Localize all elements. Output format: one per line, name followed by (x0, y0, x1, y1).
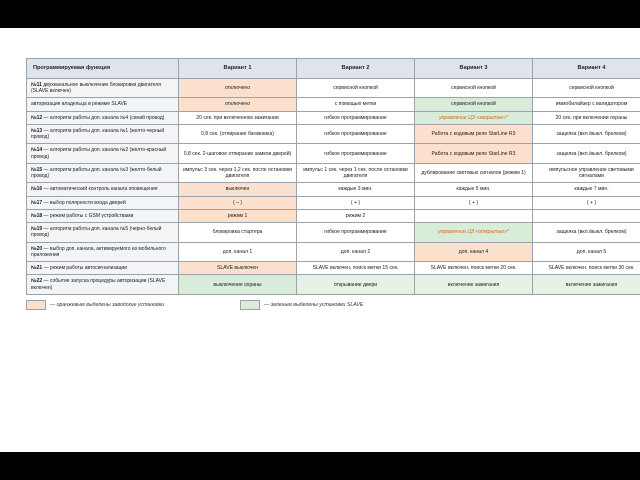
row-id: №19 (31, 226, 44, 233)
table-head (27, 59, 640, 79)
row-function-label: №17 — выбор полярности входа дверей (27, 196, 179, 209)
row-id: №12 (31, 114, 44, 121)
table-row (27, 183, 640, 196)
cell-variant-1: импульс 3 сек. через 1,2 сек. после остановки двигателя (179, 163, 297, 183)
row-id: №11 (31, 81, 44, 88)
row-function-label: №19 — алгоритм работы доп. канала №5 (черно-белый провод) (27, 223, 179, 243)
legend-green-label: — зеленым выделены установки SLAVE (264, 301, 364, 308)
cell-variant-2: гибкое программирование (297, 111, 415, 124)
table-row (27, 124, 640, 144)
cell-variant-4: защелка (вкл./выкл. брелком) (533, 144, 640, 164)
row-id: №14 (31, 147, 44, 154)
cell-variant-2: импульс 1 сек. через 1 сек. после остановки двигателя (297, 163, 415, 183)
cell-variant-1: выключен (179, 183, 297, 196)
row-function-label: №21 — режим работы автосигнализации (27, 262, 179, 275)
cell-variant-4: ( + ) (533, 196, 640, 209)
cell-variant-3: Работа с кодовым реле StarLine R3 (415, 144, 533, 164)
cell-variant-4: 20 сек. при включении охраны (533, 111, 640, 124)
legend-orange (26, 300, 164, 310)
legend-orange-swatch (26, 300, 46, 310)
table-row (27, 196, 640, 209)
cell-variant-1: SLAVE выключен (179, 262, 297, 275)
cell-variant-2: ( + ) (297, 196, 415, 209)
table-row (27, 144, 640, 164)
cell-variant-1: 0,8 сек. 2-шаговое отпирание замков дверей) (179, 144, 297, 164)
cell-variant-2: режим 2 (297, 209, 415, 222)
cell-variant-2: SLAVE включен, поиск метки 15 сек. (297, 262, 415, 275)
cell-variant-2: гибкое программирование (297, 223, 415, 243)
cell-variant-2: каждые 3 мин. (297, 183, 415, 196)
col-header-variant-2: Вариант 2 (297, 59, 415, 79)
cell-variant-2: гибкое программирование (297, 144, 415, 164)
cell-variant-4: импульсное управление световыми сигналами (533, 163, 640, 183)
cell-variant-3: SLAVE включен, поиск метки 20 сек. (415, 262, 533, 275)
cell-variant-1: режим 1 (179, 209, 297, 222)
cell-variant-4: каждые 7 мин. (533, 183, 640, 196)
table-row (27, 111, 640, 124)
cell-variant-2: сервисной кнопкой (297, 78, 415, 98)
row-id: №16 (31, 186, 44, 193)
row-id: №15 (31, 166, 44, 173)
table-header-row (27, 59, 640, 79)
table-row (27, 262, 640, 275)
cell-variant-1: отключено (179, 78, 297, 98)
col-header-variant-4: Вариант 4 (533, 59, 640, 79)
legend-green-swatch (240, 300, 260, 310)
table-row (27, 223, 640, 243)
row-id: №17 (31, 199, 44, 206)
cell-variant-3: ( + ) (415, 196, 533, 209)
table-row (27, 242, 640, 262)
cell-variant-1: 0,8 сек. (отпирание багажника) (179, 124, 297, 144)
cell-variant-4: защелка (вкл./выкл. брелком) (533, 124, 640, 144)
row-id: №22 (31, 278, 44, 285)
cell-variant-3: управление ЦЗ «открытье»* (415, 223, 533, 243)
cell-variant-2: доп. канал 2 (297, 242, 415, 262)
cell-variant-2: с помощью метки (297, 98, 415, 111)
table-row (27, 98, 640, 111)
row-function-label: №12 — алгоритм работы доп. канала №4 (синий провод) (27, 111, 179, 124)
cell-variant-4: иммобилайзер с валидатором (533, 98, 640, 111)
cell-variant-3: Работа с кодовым реле StarLine R3 (415, 124, 533, 144)
cell-variant-1: выключение охраны (179, 275, 297, 295)
row-function-label: №22 — событие запуска процедуры авторизации (SLAVE включен) (27, 275, 179, 295)
row-id: №21 (31, 265, 44, 272)
cell-variant-4: SLAVE включен, поиск метки 30 сек. (533, 262, 640, 275)
row-function-label: №13 — алгоритм работы доп. канала №1 (желто-черный провод) (27, 124, 179, 144)
document-page (0, 28, 640, 452)
cell-variant-4: сервисной кнопкой (533, 78, 640, 98)
cell-variant-3: сервисной кнопкой (415, 78, 533, 98)
col-header-variant-1: Вариант 1 (179, 59, 297, 79)
cell-variant-3: сервисной кнопкой (415, 98, 533, 111)
col-header-variant-3: Вариант 3 (415, 59, 533, 79)
table-row (27, 209, 640, 222)
table-row (27, 275, 640, 295)
row-id: №18 (31, 212, 44, 219)
cell-variant-1: блокировка стартера (179, 223, 297, 243)
legend (26, 300, 614, 310)
legend-orange-label: — оранжевым выделены заводские установки (50, 301, 165, 308)
cell-variant-2: открывание двери (297, 275, 415, 295)
cell-variant-3: доп. канал 4 (415, 242, 533, 262)
col-header-function: Программируемая функция (27, 59, 179, 79)
cell-variant-3: управление ЦЗ «закрытье»* (415, 111, 533, 124)
row-function-label: №11 двухканальное выключение блокировки двигателя (SLAVE включен) (27, 78, 179, 98)
cell-variant-3: дублирование световых сигналов (режим 1) (415, 163, 533, 183)
row-function-label: №14 — алгоритм работы доп. канала №2 (желто-красный провод) (27, 144, 179, 164)
cell-variant-4: доп. канал 5 (533, 242, 640, 262)
cell-variant-3: включение зажигания (415, 275, 533, 295)
row-id: №13 (31, 127, 44, 134)
legend-green (240, 300, 363, 310)
content-area (26, 58, 635, 310)
cell-variant-3: каждые 5 мин. (415, 183, 533, 196)
row-id: №20 (31, 245, 44, 252)
cell-variant-4: включение зажигания (533, 275, 640, 295)
cell-variant-2: гибкое программирование (297, 124, 415, 144)
settings-table (26, 58, 640, 295)
row-function-label: №18 — режим работы с GSM устройствами (27, 209, 179, 222)
cell-variant-4: защелка (вкл./выкл. брелком) (533, 223, 640, 243)
row-function-label: №16 — автоматический контроль канала оповещения (27, 183, 179, 196)
cell-variant-1: отключено (179, 98, 297, 111)
table-row (27, 78, 640, 98)
row-function-label: №15 — алгоритм работы доп. канала №3 (желто-белый провод) (27, 163, 179, 183)
table-row (27, 163, 640, 183)
cell-variant-1: 20 сек. при включенном зажигании (179, 111, 297, 124)
table-body (27, 78, 640, 294)
cell-variant-3 (415, 209, 533, 222)
cell-variant-4 (533, 209, 640, 222)
cell-variant-1: доп. канал 1 (179, 242, 297, 262)
row-function-label: авторизация владельца в режиме SLAVE (27, 98, 179, 111)
row-function-label: №20 — выбор доп. канала, активируемого из мобильного приложения (27, 242, 179, 262)
cell-variant-1: ( – ) (179, 196, 297, 209)
